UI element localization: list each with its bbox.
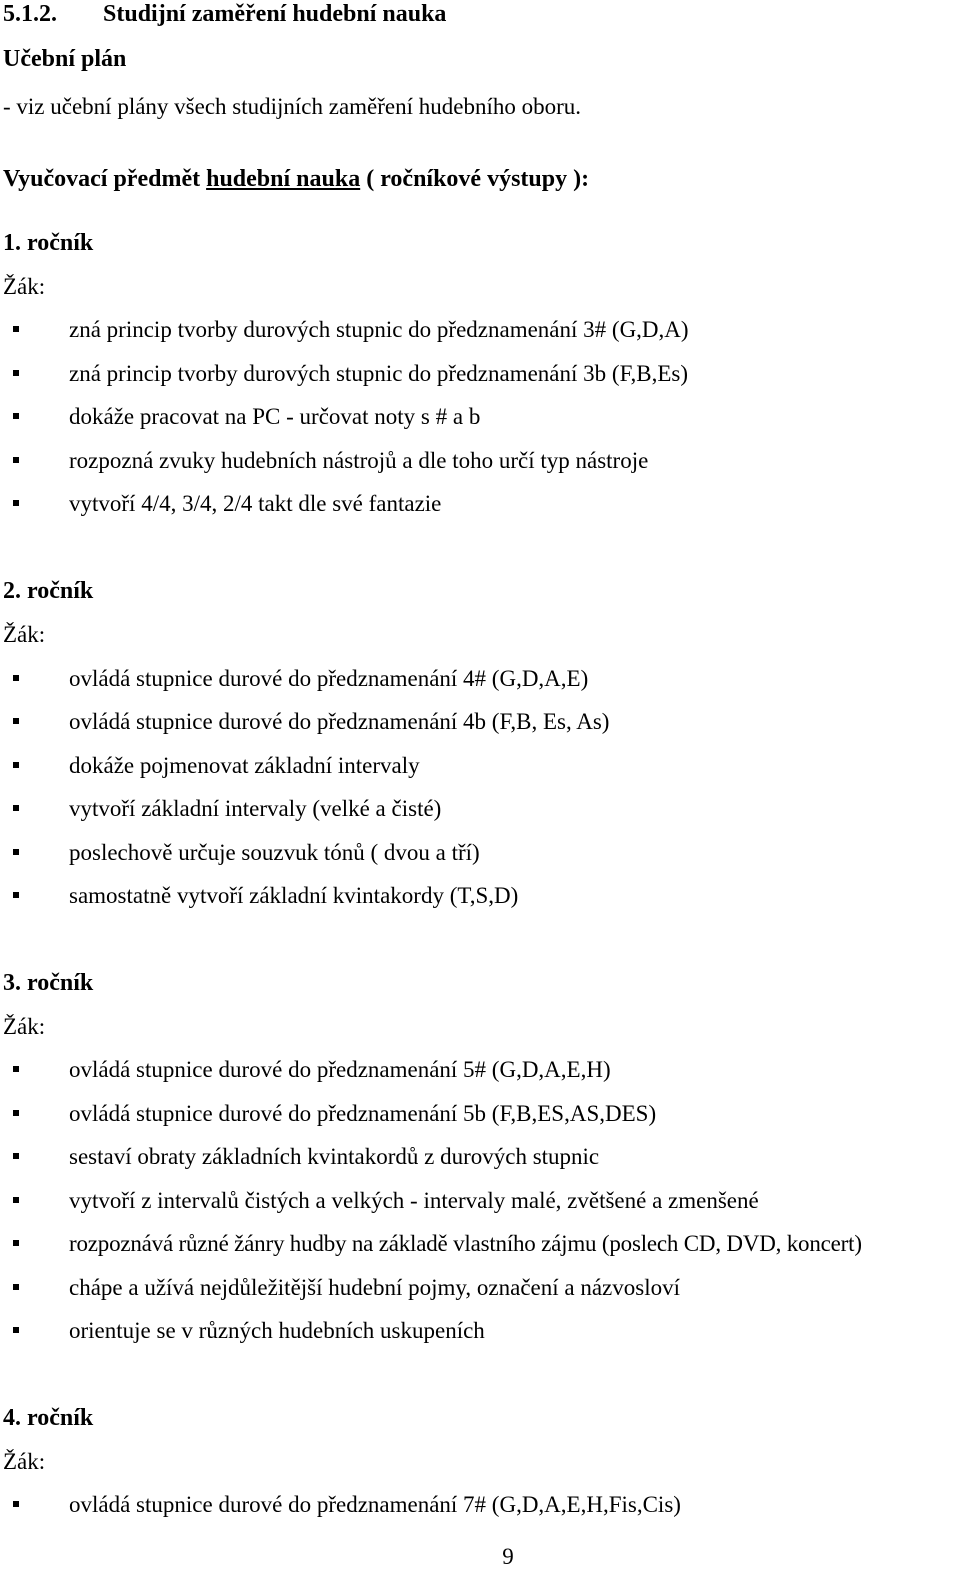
plan-note: - viz učební plány všech studijních zaměření hudebního oboru. [3,94,582,119]
list-item-text: vytvoří 4/4, 3/4, 2/4 takt dle své fantazie [69,491,442,516]
bullet-icon [13,1240,19,1246]
bullet-icon [13,675,19,681]
bullet-icon [13,413,19,419]
list-item-text: sestaví obraty základních kvintakordů z durových stupnic [69,1144,600,1169]
list-item-text: ovládá stupnice durové do předznamenání 7# (G,D,A,E,H,Fis,Cis) [69,1492,681,1517]
grade-2-title: 2. ročník [3,578,94,604]
list-item-text: rozpoznává různé žánry hudby na základě vlastního zájmu (poslech CD, DVD, koncert) [69,1231,862,1256]
bullet-icon [13,1327,19,1333]
list-item-text: vytvoří z intervalů čistých a velkých - intervaly malé, zvětšené a zmenšené [69,1188,759,1213]
section-number: 5.1.2. [3,1,57,27]
list-item-text: samostatně vytvoří základní kvintakordy (T,S,D) [69,883,519,908]
bullet-icon [13,1501,19,1507]
grade-1-pupil: Žák: [3,274,46,299]
list-item-text: orientuje se v různých hudebních uskupeních [69,1318,485,1343]
list-item-text: zná princip tvorby durových stupnic do předznamenání 3# (G,D,A) [69,317,689,342]
bullet-icon [13,1153,19,1159]
subject-suffix: ( ročníkové výstupy ): [360,166,590,192]
list-item-text: vytvoří základní intervaly (velké a čisté) [69,796,442,821]
grade-2-pupil: Žák: [3,622,46,647]
subject-heading [3,165,589,193]
grade-1-title: 1. ročník [3,230,94,256]
list-item-text: dokáže pracovat na PC - určovat noty s # a b [69,404,481,429]
grade-4-title: 4. ročník [3,1405,94,1431]
section-heading [3,0,446,28]
subject-prefix: Vyučovací předmět [3,166,207,192]
bullet-icon [13,805,19,811]
list-item-text: dokáže pojmenovat základní intervaly [69,753,420,778]
page-number: 9 [502,1544,514,1569]
subject-name: hudební nauka [206,166,361,192]
list-item-text: poslechově určuje souzvuk tónů ( dvou a tří) [69,840,480,865]
grade-3-pupil: Žák: [3,1014,46,1039]
grade-3-title: 3. ročník [3,970,94,996]
bullet-icon [13,1197,19,1203]
list-item-text: ovládá stupnice durové do předznamenání 5# (G,D,A,E,H) [69,1057,611,1082]
bullet-icon [13,1284,19,1290]
bullet-icon [13,718,19,724]
bullet-icon [13,762,19,768]
section-title: Studijní zaměření hudební nauka [103,1,447,27]
list-item-text: ovládá stupnice durové do předznamenání 4# (G,D,A,E) [69,666,589,691]
bullet-icon [13,849,19,855]
list-item-text: rozpozná zvuky hudebních nástrojů a dle toho určí typ nástroje [69,448,649,473]
bullet-icon [13,326,19,332]
bullet-icon [13,892,19,898]
list-item-text: zná princip tvorby durových stupnic do předznamenání 3b (F,B,Es) [69,361,689,386]
list-item-text: ovládá stupnice durové do předznamenání 4b (F,B, Es, As) [69,709,610,734]
list-item-text: chápe a užívá nejdůležitější hudební pojmy, označení a názvosloví [69,1275,680,1300]
bullet-icon [13,500,19,506]
plan-heading: Učební plán [3,46,127,72]
bullet-icon [13,370,19,376]
list-item-text: ovládá stupnice durové do předznamenání 5b (F,B,ES,AS,DES) [69,1101,657,1126]
bullet-icon [13,1066,19,1072]
bullet-icon [13,1110,19,1116]
bullet-icon [13,457,19,463]
grade-4-pupil: Žák: [3,1449,46,1474]
